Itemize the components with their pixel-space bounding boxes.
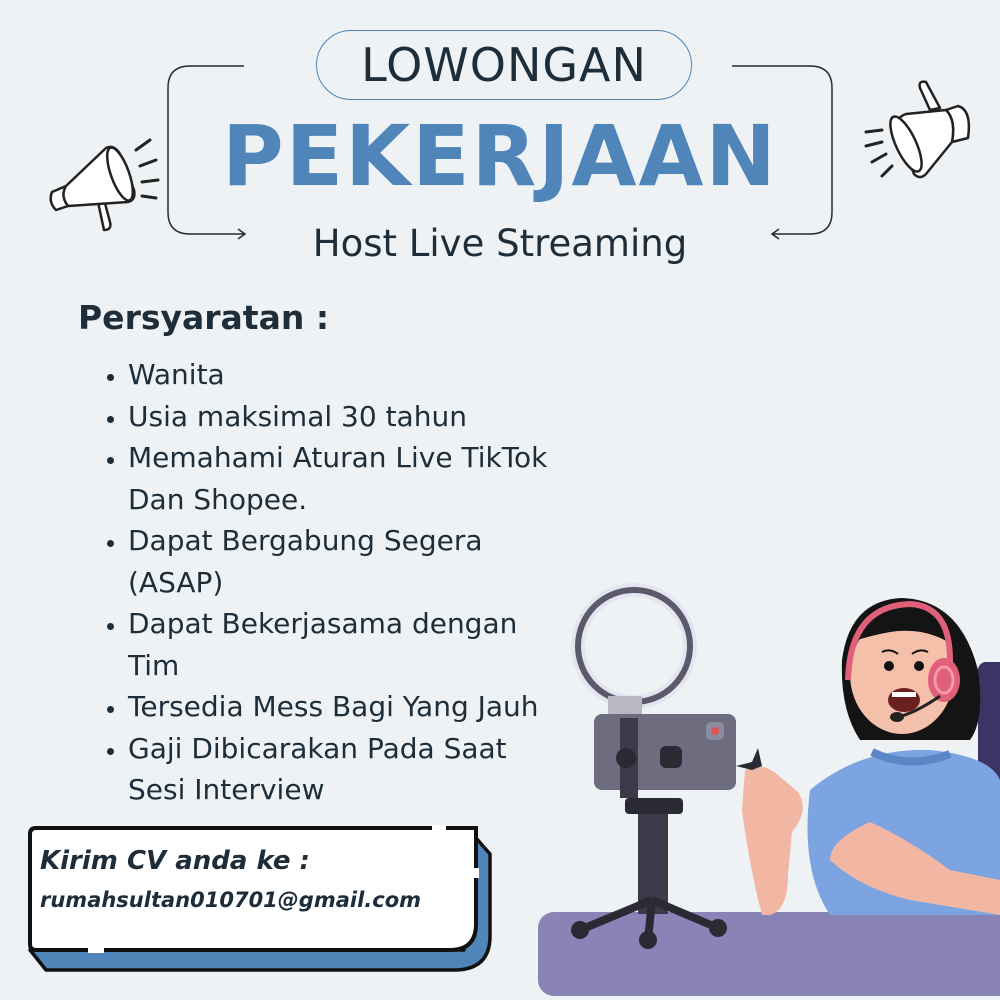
list-item: • Gaji Dibicarakan Pada Saat Sesi Interview [128, 728, 558, 811]
list-item: • Wanita [128, 354, 628, 396]
list-item: • Dapat Bergabung Segera (ASAP) [128, 520, 548, 603]
megaphone-icon [860, 80, 985, 190]
contact-email[interactable]: rumahsultan010701@gmail.com [40, 888, 422, 912]
contact-label: Kirim CV anda ke : [40, 846, 310, 876]
job-subtitle: Host Live Streaming [312, 222, 688, 265]
list-item: • Usia maksimal 30 tahun [128, 396, 628, 438]
megaphone-icon [40, 130, 165, 240]
live-streamer-illustration [530, 570, 1000, 1000]
list-item: • Dapat Bekerjasama dengan Tim [128, 603, 568, 686]
page-title: PEKERJAAN [222, 107, 778, 205]
lowongan-pill [316, 30, 692, 100]
requirements-title: Persyaratan : [78, 298, 330, 337]
label-lowongan: LOWONGAN [361, 38, 647, 92]
list-item: • Tersedia Mess Bagi Yang Jauh [128, 686, 608, 728]
list-item: • Memahami Aturan Live TikTok Dan Shopee. [128, 437, 598, 520]
